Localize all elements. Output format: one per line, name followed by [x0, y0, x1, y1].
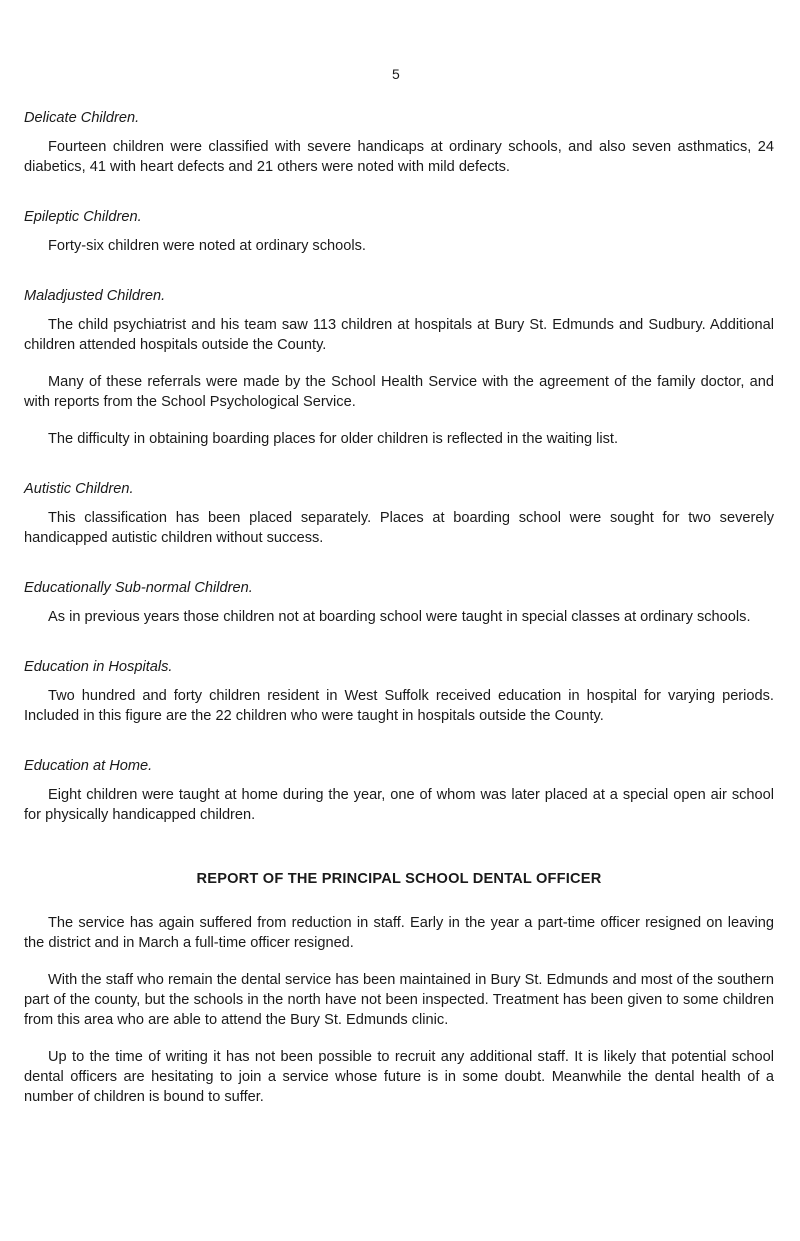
- section-heading: Educationally Sub-normal Children.: [24, 580, 253, 596]
- paragraph: As in previous years those children not at boarding school were taught in special classes at ordinary schools.: [48, 609, 751, 625]
- paragraph: Eight children were taught at home during the year, one of whom was later placed at a special open air school for physically handicapped children.: [24, 787, 774, 823]
- section-delicate-children: [24, 108, 774, 177]
- paragraph: Fourteen children were classified with severe handicaps at ordinary schools, and also seven asthmatics, 24 diabetics, 41 with heart defects and 21 others were noted with mild defects.: [24, 139, 774, 175]
- section-heading: Autistic Children.: [24, 481, 134, 497]
- section-educationally-subnormal-children: [24, 578, 774, 627]
- paragraph: Up to the time of writing it has not been possible to recruit any additional staff. It is likely that potential school dental officers are hesitating to join a service whose future is in some doubt. Meanwhile the dental health of a number of children is bound to suffer.: [24, 1049, 774, 1105]
- dental-officer-report: [24, 869, 774, 1107]
- section-heading: Maladjusted Children.: [24, 288, 166, 304]
- document-body: [24, 108, 774, 1124]
- paragraph: Many of these referrals were made by the School Health Service with the agreement of the family doctor, and with reports from the School Psychological Service.: [24, 374, 774, 410]
- paragraph: With the staff who remain the dental service has been maintained in Bury St. Edmunds and most of the southern part of the county, but the schools in the north have not been inspected. Treatment has been given to some children from this area who are able to attend the Bury St. Edmunds clinic.: [24, 972, 774, 1028]
- section-heading: Education at Home.: [24, 758, 153, 774]
- section-autistic-children: [24, 479, 774, 548]
- section-maladjusted-children: [24, 286, 774, 449]
- section-education-at-home: [24, 756, 774, 825]
- paragraph: The service has again suffered from reduction in staff. Early in the year a part-time officer resigned on leaving the district and in March a full-time officer resigned.: [24, 915, 774, 951]
- section-heading: Delicate Children.: [24, 110, 140, 126]
- report-title: REPORT OF THE PRINCIPAL SCHOOL DENTAL OFFICER: [196, 871, 602, 887]
- paragraph: This classification has been placed separately. Places at boarding school were sought for two severely handicapped autistic children without success.: [24, 510, 774, 546]
- paragraph: The difficulty in obtaining boarding places for older children is reflected in the waiting list.: [48, 431, 619, 447]
- section-heading: Education in Hospitals.: [24, 659, 173, 675]
- paragraph: Two hundred and forty children resident in West Suffolk received education in hospital for varying periods. Included in this figure are the 22 children who were taught in hospitals outside the County.: [24, 688, 774, 724]
- paragraph: Forty-six children were noted at ordinary schools.: [48, 238, 366, 254]
- page-number: 5: [392, 66, 400, 82]
- section-heading: Epileptic Children.: [24, 209, 142, 225]
- section-education-in-hospitals: [24, 657, 774, 726]
- section-epileptic-children: [24, 207, 774, 256]
- paragraph: The child psychiatrist and his team saw 113 children at hospitals at Bury St. Edmunds and Sudbury. Additional children attended hospitals outside the County.: [24, 317, 774, 353]
